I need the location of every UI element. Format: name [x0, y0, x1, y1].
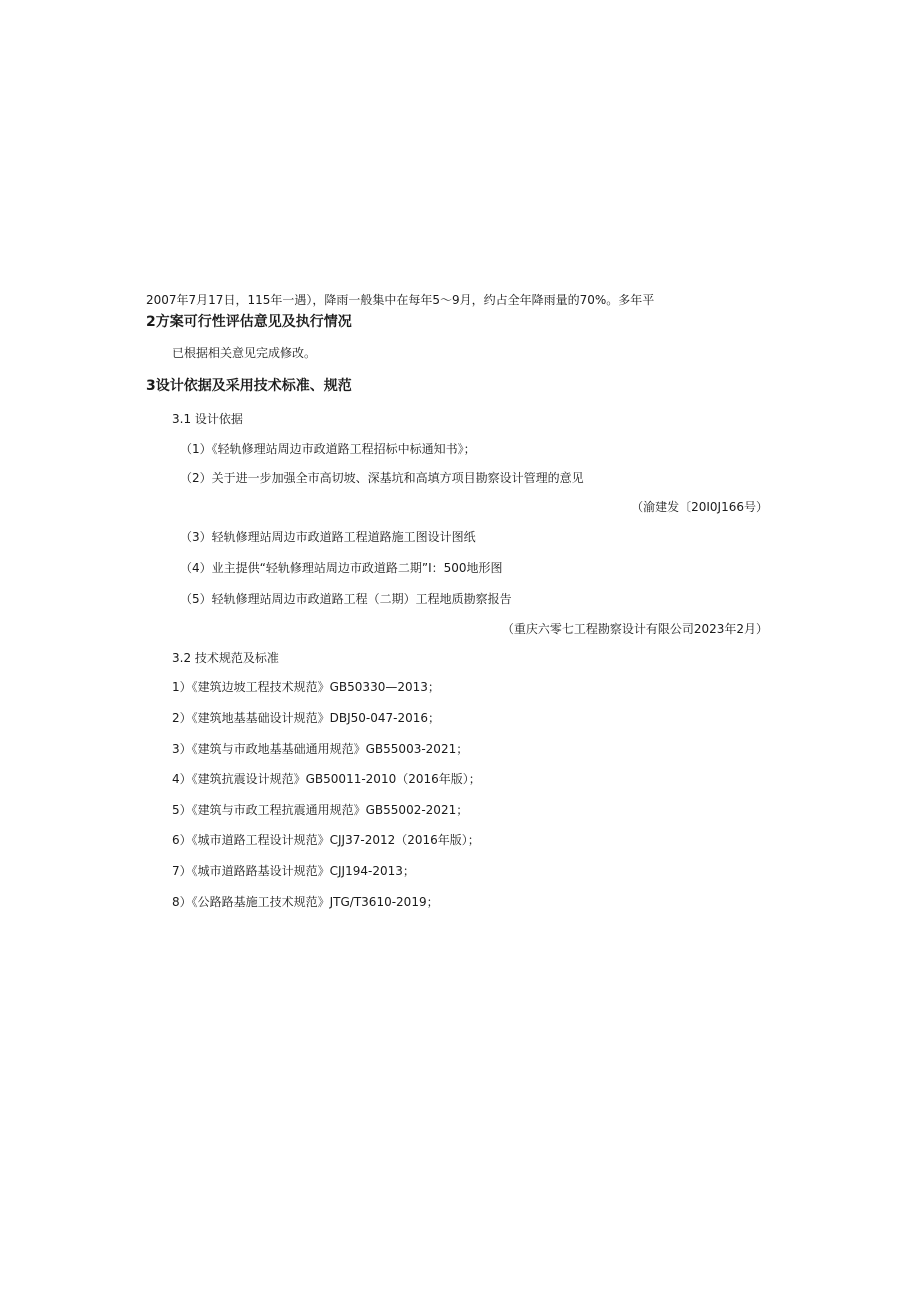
basis-item: （2）关于进一步加强全市高切坡、深基坑和高填方项目勘察设计管理的意见: [180, 471, 584, 485]
subsection-3-1-title: 3.1 设计依据: [172, 412, 243, 426]
standard-item: 6）《城市道路工程设计规范》CJJ37-2012（2016年版）；: [172, 833, 480, 847]
standard-item: 2）《建筑地基基础设计规范》DBJ50-047-2016；: [172, 711, 441, 725]
standard-item: 5）《建筑与市政工程抗震通用规范》GB55002-2021；: [172, 803, 469, 817]
standard-item: 4）《建筑抗震设计规范》GB50011-2010（2016年版）；: [172, 772, 481, 786]
section-3-heading: 3设计依据及采用技术标准、规范: [146, 378, 352, 394]
basis-item: （3）轻轨修理站周边市政道路工程道路施工图设计图纸: [180, 530, 476, 544]
intro-line: 2007年7月17日，115年一遇），降雨一般集中在每年5～9月，约占全年降雨量的70%。多年平: [146, 293, 655, 307]
standard-item: 7）《城市道路路基设计规范》CJJ194-2013；: [172, 864, 415, 878]
subsection-3-2-title: 3.2 技术规范及标准: [172, 651, 279, 665]
basis-item-note: （渝建发〔20I0J166号）: [631, 500, 768, 514]
basis-item: （4）业主提供“轻轨修理站周边市政道路二期”I：500地形图: [180, 561, 503, 575]
standard-item: 8）《公路路基施工技术规范》JTG/T3610-2019；: [172, 895, 439, 909]
standard-item: 3）《建筑与市政地基基础通用规范》GB55003-2021；: [172, 742, 469, 756]
basis-item-note: （重庆六零七工程勘察设计有限公司2023年2月）: [501, 622, 768, 636]
standard-item: 1）《建筑边坡工程技术规范》GB50330—2013；: [172, 680, 440, 694]
basis-item: （1）《轻轨修理站周边市政道路工程招标中标通知书》；: [180, 442, 476, 456]
section-2-body: 已根据相关意见完成修改。: [172, 346, 317, 360]
basis-item: （5）轻轨修理站周边市政道路工程（二期）工程地质勘察报告: [180, 592, 512, 606]
section-2-heading: 2方案可行性评估意见及执行情况: [146, 314, 352, 330]
